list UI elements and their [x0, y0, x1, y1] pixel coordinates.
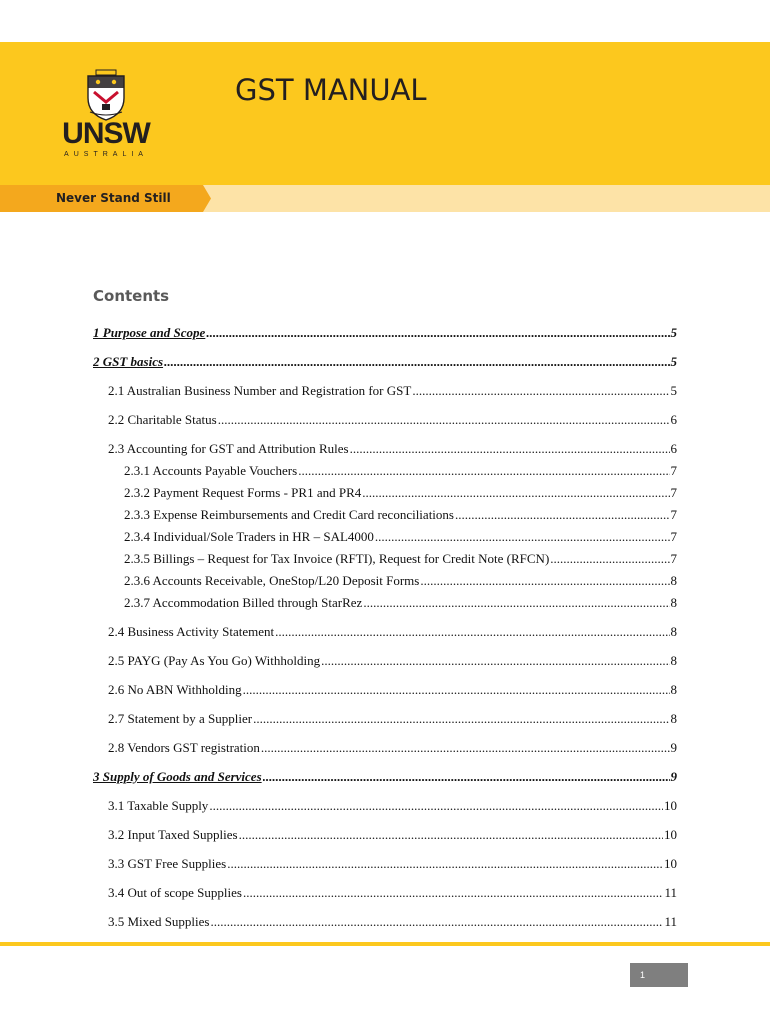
toc-leader-dots [363, 594, 669, 612]
toc-leader-dots [412, 382, 669, 400]
toc-entry-page: 8 [670, 573, 677, 588]
footer-rule [0, 942, 770, 946]
toc-leader-dots [321, 652, 669, 670]
toc-entry-page: 9 [670, 769, 677, 784]
toc-leader-dots [239, 826, 663, 844]
toc-entry-title[interactable]: 2.5 PAYG (Pay As You Go) Withholding [108, 653, 321, 668]
toc-entry-title[interactable]: 2.3 Accounting for GST and Attribution Rules [108, 441, 349, 456]
toc-entry-page: 7 [670, 485, 677, 500]
toc-entry-title[interactable]: 2.3.6 Accounts Receivable, OneStop/L20 Deposit Forms [124, 573, 420, 588]
toc-entry-page: 8 [670, 711, 677, 726]
toc-entry[interactable] [108, 884, 677, 902]
toc-entry[interactable] [108, 411, 677, 429]
toc-leader-dots [209, 797, 663, 815]
toc-leader-dots [261, 739, 670, 757]
toc-entry[interactable] [108, 440, 677, 458]
toc-entry[interactable] [93, 324, 677, 342]
toc-leader-dots [253, 710, 669, 728]
toc-leader-dots [263, 768, 670, 786]
toc-entry-page: 7 [670, 507, 677, 522]
toc-leader-dots [243, 681, 670, 699]
toc-entry[interactable] [124, 462, 677, 480]
toc-entry[interactable] [108, 855, 677, 873]
toc-entry-title[interactable]: 3.1 Taxable Supply [108, 798, 209, 813]
toc-entry-page: 7 [670, 529, 677, 544]
toc-entry[interactable] [108, 623, 677, 641]
toc-entry-page: 9 [670, 740, 677, 755]
logo-wordmark: UNSW [62, 117, 150, 150]
toc-entry[interactable] [93, 768, 677, 786]
toc-entry-page: 7 [670, 463, 677, 478]
toc-entry-page: 10 [664, 798, 677, 813]
toc-entry-title[interactable]: 1 Purpose and Scope [93, 325, 206, 340]
logo-subtitle: AUSTRALIA [64, 151, 148, 158]
toc-entry[interactable] [124, 506, 677, 524]
toc-leader-dots [164, 353, 669, 371]
toc-entry[interactable] [124, 528, 677, 546]
toc-entry[interactable] [108, 710, 677, 728]
toc-entry-page: 5 [670, 383, 677, 398]
toc-entry-page: 11 [664, 885, 677, 900]
toc-entry-title[interactable]: 2.1 Australian Business Number and Registration for GST [108, 383, 412, 398]
toc-entry-title[interactable]: 2.3.1 Accounts Payable Vouchers [124, 463, 298, 478]
toc-entry-title[interactable]: 3.2 Input Taxed Supplies [108, 827, 238, 842]
toc-leader-dots [420, 572, 669, 590]
toc-entry-title[interactable]: 2.3.3 Expense Reimbursements and Credit Card reconciliations [124, 507, 454, 522]
toc-entry[interactable] [124, 484, 677, 502]
toc-entry-title[interactable]: 2.3.5 Billings – Request for Tax Invoice (RFTI), Request for Credit Note (RFCN) [124, 551, 550, 566]
toc-entry[interactable] [124, 550, 677, 568]
toc-leader-dots [550, 550, 669, 568]
toc-leader-dots [275, 623, 669, 641]
toc-entry-page: 10 [664, 827, 677, 842]
toc-entry-title[interactable]: 2.3.4 Individual/Sole Traders in HR – SAL4000 [124, 529, 374, 544]
toc-entry-page: 8 [670, 595, 677, 610]
unsw-crest-logo [84, 68, 128, 122]
toc-entry-page: 10 [664, 856, 677, 871]
toc-entry-page: 6 [670, 441, 677, 456]
tagline-text: Never Stand Still [56, 191, 171, 205]
contents-heading: Contents [93, 287, 170, 305]
toc-entry-title[interactable]: 2.8 Vendors GST registration [108, 740, 260, 755]
toc-entry-title[interactable]: 2.3.2 Payment Request Forms - PR1 and PR4 [124, 485, 362, 500]
toc-entry-title[interactable]: 3.4 Out of scope Supplies [108, 885, 242, 900]
document-title: GST MANUAL [235, 73, 427, 107]
toc-entry[interactable] [124, 572, 677, 590]
toc-entry-title[interactable]: 2.6 No ABN Withholding [108, 682, 242, 697]
toc-entry[interactable] [108, 739, 677, 757]
toc-entry-page: 6 [670, 412, 677, 427]
toc-entry-page: 8 [670, 653, 677, 668]
toc-entry-page: 8 [670, 624, 677, 639]
toc-entry-title[interactable]: 2.7 Statement by a Supplier [108, 711, 253, 726]
toc-leader-dots [206, 324, 669, 342]
toc-entry[interactable] [108, 797, 677, 815]
toc-leader-dots [375, 528, 670, 546]
toc-leader-dots [350, 440, 670, 458]
toc-entry-page: 5 [670, 325, 677, 340]
toc-leader-dots [227, 855, 663, 873]
toc-entry[interactable] [108, 382, 677, 400]
toc-entry-title[interactable]: 2.4 Business Activity Statement [108, 624, 275, 639]
toc-entry-page: 5 [670, 354, 677, 369]
toc-leader-dots [243, 884, 664, 902]
toc-entry[interactable] [108, 681, 677, 699]
toc-entry-page: 8 [670, 682, 677, 697]
toc-entry-title[interactable]: 2.3.7 Accommodation Billed through StarRez [124, 595, 363, 610]
toc-entry[interactable] [124, 594, 677, 612]
toc-entry-title[interactable]: 3 Supply of Goods and Services [93, 769, 262, 784]
toc-entry[interactable] [108, 913, 677, 931]
toc-entry-title[interactable]: 2 GST basics [93, 354, 164, 369]
toc-entry-page: 7 [670, 551, 677, 566]
top-margin [0, 0, 770, 42]
toc-entry[interactable] [93, 353, 677, 371]
toc-leader-dots [210, 913, 663, 931]
toc-entry-title[interactable]: 3.5 Mixed Supplies [108, 914, 210, 929]
toc-entry-title[interactable]: 2.2 Charitable Status [108, 412, 217, 427]
toc-entry-page: 11 [664, 914, 677, 929]
toc-leader-dots [362, 484, 669, 502]
toc-leader-dots [455, 506, 670, 524]
toc-entry[interactable] [108, 826, 677, 844]
toc-entry[interactable] [108, 652, 677, 670]
toc-entry-title[interactable]: 3.3 GST Free Supplies [108, 856, 227, 871]
toc-leader-dots [298, 462, 669, 480]
page-number-badge: 1 [630, 963, 688, 987]
toc-leader-dots [218, 411, 670, 429]
